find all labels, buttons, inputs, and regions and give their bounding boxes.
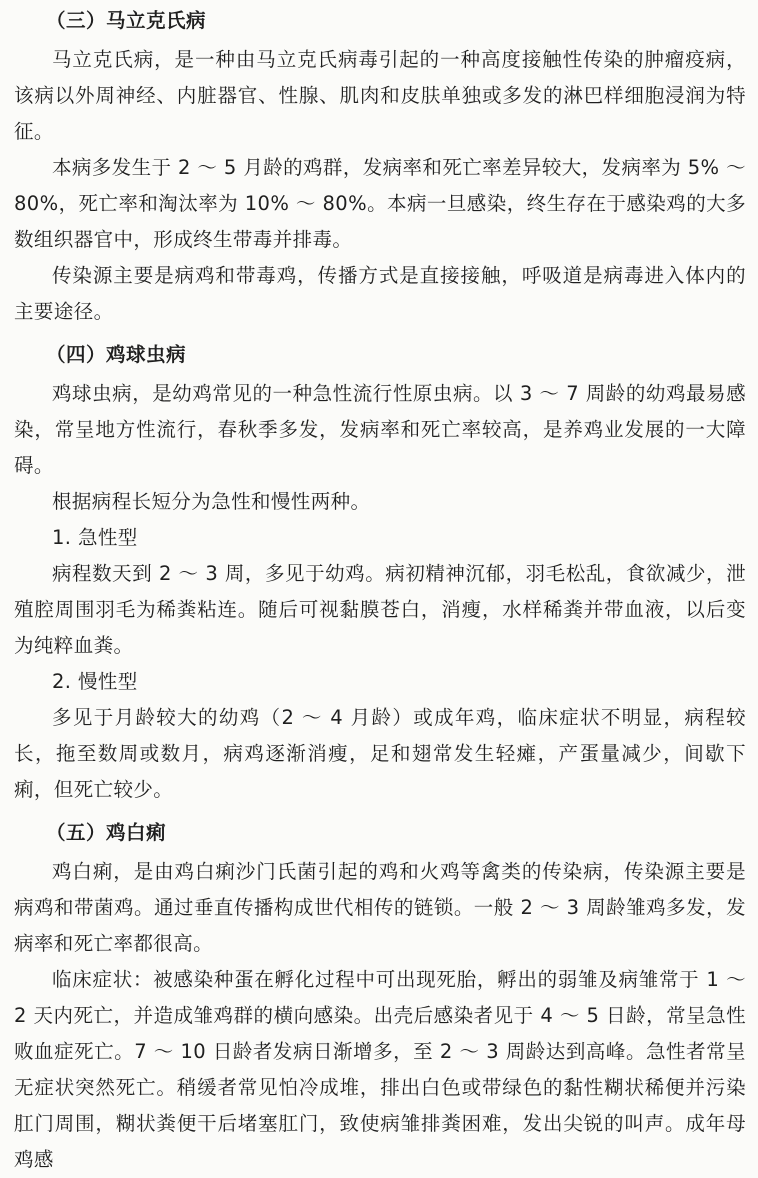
paragraph: 多见于月龄较大的幼鸡（2 ～ 4 月龄）或成年鸡，临床症状不明显，病程较长，拖至数周或数月，病鸡逐渐消瘦，足和翅常发生轻瘫，产蛋量减少，间歇下痢，但死亡较少。 — [14, 706, 746, 801]
section-heading-pullorum: （五）鸡白痢 — [46, 821, 167, 844]
section-heading-coccidiosis: （四）鸡球虫病 — [46, 343, 187, 366]
paragraph: 病程数天到 2 ～ 3 周，多见于幼鸡。病初精神沉郁，羽毛松乱，食欲减少，泄殖腔周围羽毛为稀粪粘连。随后可视黏膜苍白，消瘦，水样稀粪并带血液，以后变为纯粹血粪。 — [14, 562, 746, 657]
paragraph: 鸡白痢，是由鸡白痢沙门氏菌引起的鸡和火鸡等禽类的传染病，传染源主要是病鸡和带菌鸡。通过垂直传播构成世代相传的链锁。一般 2 ～ 3 周龄雏鸡多发，发病率和死亡率都很高。 — [14, 860, 746, 955]
paragraph: 根据病程长短分为急性和慢性两种。 — [52, 490, 371, 513]
paragraph: 马立克氏病，是一种由马立克氏病毒引起的一种高度接触性传染的肿瘤疫病，该病以外周神经、内脏器官、性腺、肌肉和皮肤单独或多发的淋巴样细胞浸润为特征。 — [14, 48, 746, 143]
subheading-chronic: 2. 慢性型 — [52, 670, 138, 693]
paragraph: 本病多发生于 2 ～ 5 月龄的鸡群，发病率和死亡率差异较大，发病率为 5% ～ 80%，死亡率和淘汰率为 10% ～ 80%。本病一旦感染，终生存在于感染鸡的大多数组织器官中，形成终生带毒并排毒。 — [14, 156, 746, 251]
paragraph: 临床症状：被感染种蛋在孵化过程中可出现死胎，孵出的弱雏及病雏常于 1 ～ 2 天内死亡，并造成雏鸡群的横向感染。出壳后感染者见于 4 ～ 5 日龄，常呈急性败血症死亡。7 ～ 10 日龄者发病日渐增多，至 2 ～ 3 周龄达到高峰。急性者常呈无症状突然死亡。稍缓者常见怕冷成堆，排出白色或带绿色的黏性糊状稀便并污染肛门周围，糊状粪便干后堵塞肛门，致使病雏排粪困难，发出尖锐的叫声。成年母鸡感 — [14, 968, 746, 1171]
section-heading-marek: （三）马立克氏病 — [46, 9, 207, 32]
paragraph: 鸡球虫病，是幼鸡常见的一种急性流行性原虫病。以 3 ～ 7 周龄的幼鸡最易感染，常呈地方性流行，春秋季多发，发病率和死亡率较高，是养鸡业发展的一大障碍。 — [14, 382, 746, 477]
paragraph: 传染源主要是病鸡和带毒鸡，传播方式是直接接触，呼吸道是病毒进入体内的主要途径。 — [14, 264, 746, 323]
subheading-acute: 1. 急性型 — [52, 526, 138, 549]
